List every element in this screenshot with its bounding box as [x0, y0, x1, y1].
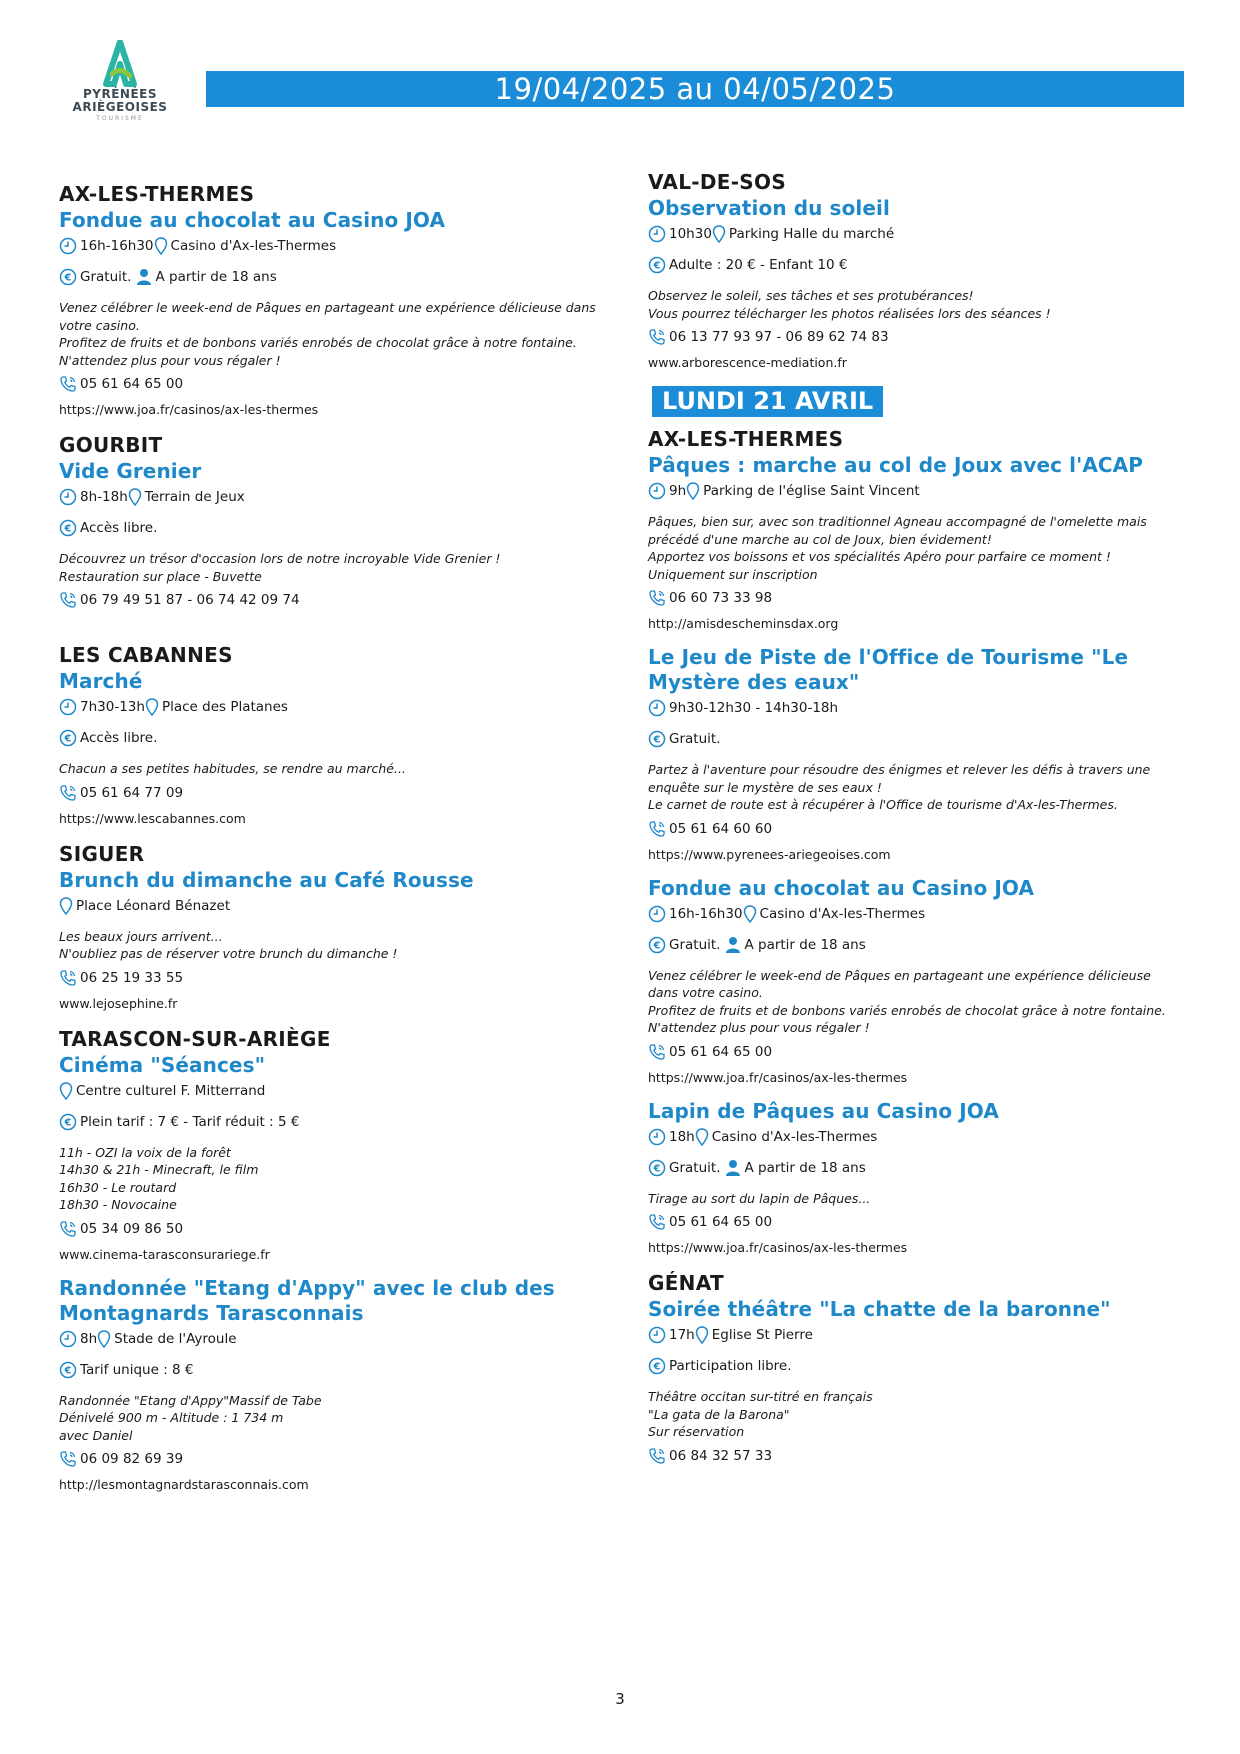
- price-line: [59, 1113, 599, 1131]
- event-time: 9h30-12h30 - 14h30-18h: [669, 700, 839, 716]
- event-lapin-paques: [648, 1099, 1184, 1258]
- clock-icon: [59, 1330, 77, 1348]
- clock-icon: [59, 488, 77, 506]
- time-place-line: [648, 1326, 1184, 1344]
- euro-icon: [648, 1159, 666, 1177]
- phone-icon: [59, 1220, 77, 1238]
- event-description: [59, 760, 599, 778]
- town-heading: AX-LES-THERMES: [59, 182, 255, 206]
- desc-line: Profitez de fruits et de bonbons variés enrobés de chocolat grâce à notre fontaine.: [648, 1002, 1166, 1018]
- desc-line: Les beaux jours arrivent...: [59, 928, 223, 944]
- desc-line: Randonnée "Etang d'Appy"Massif de Tabe: [59, 1392, 322, 1408]
- desc-line: Vous pourrez télécharger les photos réalisées lors des séances !: [648, 305, 1051, 321]
- time-place-line: [59, 698, 599, 716]
- town-heading: LES CABANNES: [59, 643, 233, 667]
- phone-line: [59, 969, 599, 987]
- desc-line: Tirage au sort du lapin de Pâques...: [648, 1190, 871, 1206]
- event-time: 8h-18h: [80, 489, 128, 505]
- event-title: Observation du soleil: [648, 196, 890, 220]
- event-description: [59, 1392, 599, 1445]
- desc-line: Pâques, bien sur, avec son traditionnel Agneau accompagné de l'omelette mais précédé d'une marche au col de Joux, bien évidement!: [648, 514, 1147, 547]
- event-price: Accès libre.: [80, 730, 158, 746]
- price-line: [648, 256, 1184, 274]
- svg-text:€: €: [653, 260, 661, 272]
- event-age: A partir de 18 ans: [744, 1159, 866, 1176]
- event-url[interactable]: http://lesmontagnardstarasconnais.com: [59, 1477, 309, 1492]
- event-vide-grenier: [59, 431, 599, 641]
- event-title: Soirée théâtre "La chatte de la baronne": [648, 1297, 1111, 1321]
- location-pin-icon: [97, 1330, 111, 1348]
- price-line: [648, 1159, 1184, 1177]
- event-age: A partir de 18 ans: [155, 269, 277, 285]
- svg-text:€: €: [653, 940, 661, 951]
- event-place: Stade de l'Ayroule: [114, 1330, 237, 1347]
- clock-icon: [59, 237, 77, 255]
- event-time: 18h: [669, 1128, 695, 1145]
- phone-line: [648, 1043, 1184, 1061]
- price-line: [648, 1357, 1184, 1375]
- event-paques-marche: [648, 453, 1184, 633]
- event-price: Tarif unique : 8 €: [80, 1361, 194, 1378]
- phone-icon: [59, 1450, 77, 1468]
- desc-line: Chacun a ses petites habitudes, se rendre au marché...: [59, 761, 406, 776]
- svg-text:€: €: [64, 523, 72, 535]
- location-pin-icon: [59, 1082, 73, 1100]
- time-place-line: [59, 488, 599, 506]
- location-pin-icon: [154, 237, 168, 255]
- event-phone: 06 25 19 33 55: [80, 969, 184, 986]
- event-title: Marché: [59, 669, 143, 693]
- price-line: [648, 730, 1184, 748]
- clock-icon: [648, 1326, 666, 1344]
- euro-icon: [648, 256, 666, 274]
- event-url[interactable]: www.lejosephine.fr: [59, 995, 178, 1011]
- event-title: Cinéma "Séances": [59, 1052, 266, 1077]
- desc-line: 16h30 - Le routard: [59, 1179, 177, 1195]
- location-pin-icon: [712, 225, 726, 243]
- event-place: Casino d'Ax-les-Thermes: [711, 1128, 878, 1145]
- euro-icon: [648, 1357, 666, 1375]
- euro-icon: [648, 730, 666, 748]
- town-heading: VAL-DE-SOS: [648, 170, 787, 194]
- desc-line: Découvrez un trésor d'occasion lors de notre incroyable Vide Grenier !: [59, 551, 501, 566]
- event-title: Fondue au chocolat au Casino JOA: [648, 875, 1035, 900]
- phone-line: [648, 1447, 1184, 1465]
- phone-icon: [59, 969, 77, 987]
- event-title: Lapin de Pâques au Casino JOA: [648, 1098, 999, 1123]
- event-price: Gratuit.: [669, 936, 721, 953]
- desc-line: Apportez vos boissons et vos spécialités Apéro pour parfaire ce moment !: [648, 549, 1111, 564]
- clock-icon: [648, 225, 666, 243]
- place-line: [59, 897, 599, 915]
- event-jeu-de-piste: [648, 645, 1184, 864]
- event-time: 17h: [669, 1327, 695, 1343]
- event-phone: 06 13 77 93 97 - 06 89 62 74 83: [669, 329, 889, 345]
- logo-line3: TOURISME: [96, 115, 144, 122]
- event-phone: 06 09 82 69 39: [80, 1451, 184, 1467]
- event-description: [648, 1388, 1184, 1441]
- event-phone: 05 34 09 86 50: [80, 1220, 184, 1237]
- event-phone: 05 61 64 77 09: [80, 784, 184, 801]
- person-icon: [136, 268, 152, 286]
- event-description: [648, 761, 1184, 814]
- event-phone: 05 61 64 60 60: [669, 820, 773, 837]
- desc-line: "La gata de la Barona": [648, 1406, 790, 1422]
- location-pin-icon: [59, 897, 73, 915]
- desc-line: avec Daniel: [59, 1427, 133, 1443]
- date-range-banner: 19/04/2025 au 04/05/2025: [206, 71, 1184, 107]
- phone-icon: [648, 1447, 666, 1465]
- euro-icon: [59, 268, 77, 286]
- event-url[interactable]: https://www.joa.fr/casinos/ax-les-thermes: [648, 1240, 908, 1255]
- desc-line: Venez célébrer le week-end de Pâques en partageant une expérience délicieuse dans votre casino.: [648, 967, 1151, 1000]
- price-line: [59, 519, 599, 537]
- left-column: [59, 180, 599, 1506]
- event-age: A partir de 18 ans: [744, 936, 866, 953]
- svg-text:€: €: [64, 733, 72, 745]
- event-phone: 06 84 32 57 33: [669, 1447, 773, 1464]
- desc-line: 18h30 - Novocaine: [59, 1197, 177, 1212]
- location-pin-icon: [695, 1326, 709, 1344]
- person-icon: [725, 1159, 741, 1177]
- logo-line2: ARIÈGEOISES: [72, 100, 168, 114]
- clock-icon: [648, 905, 666, 923]
- event-description: [648, 967, 1184, 1037]
- event-url[interactable]: www.cinema-tarasconsurariege.fr: [59, 1246, 270, 1262]
- event-price: Gratuit.: [669, 731, 721, 747]
- svg-text:€: €: [64, 272, 72, 284]
- clock-icon: [648, 1128, 666, 1146]
- town-heading: TARASCON-SUR-ARIÈGE: [59, 1026, 331, 1051]
- desc-line: Le carnet de route est à récupérer à l'Office de tourisme d'Ax-les-Thermes.: [648, 797, 1118, 812]
- desc-line: Partez à l'aventure pour résoudre des énigmes et relever les défis à travers une enquête sur le mystère de ses eaux !: [648, 762, 1151, 795]
- event-brunch: [59, 840, 599, 1013]
- clock-icon: [648, 482, 666, 500]
- event-description: [59, 928, 599, 963]
- event-time: 10h30: [669, 226, 712, 242]
- event-price: Adulte : 20 € - Enfant 10 €: [669, 257, 848, 273]
- event-title: Le Jeu de Piste de l'Office de Tourisme "Le Mystère des eaux": [648, 645, 1129, 694]
- town-heading: AX-LES-THERMES: [648, 427, 844, 451]
- desc-line: 14h30 & 21h - Minecraft, le film: [59, 1162, 259, 1177]
- time-place-line: [648, 905, 1184, 923]
- event-fondue-ax-lundi: [648, 876, 1184, 1087]
- time-line: [648, 699, 1184, 717]
- event-place: Place Léonard Bénazet: [76, 897, 231, 914]
- desc-line: Dénivelé 900 m - Altitude : 1 734 m: [59, 1410, 284, 1425]
- euro-icon: [59, 1113, 77, 1131]
- svg-text:€: €: [64, 1117, 72, 1128]
- phone-line: [648, 328, 1184, 346]
- phone-line: [648, 1213, 1184, 1231]
- event-time: 7h30-13h: [80, 699, 145, 715]
- clock-icon: [59, 698, 77, 716]
- location-pin-icon: [686, 482, 700, 500]
- desc-line: N'oubliez pas de réserver votre brunch du dimanche !: [59, 946, 398, 961]
- clock-icon: [648, 699, 666, 717]
- euro-icon: [59, 729, 77, 747]
- svg-text:€: €: [64, 1365, 72, 1376]
- event-title: Pâques : marche au col de Joux avec l'ACAP: [648, 453, 1144, 477]
- desc-line: Uniquement sur inscription: [648, 566, 818, 582]
- euro-icon: [648, 936, 666, 954]
- phone-icon: [59, 591, 77, 609]
- phone-line: [59, 375, 599, 393]
- event-price: Gratuit.: [80, 269, 132, 285]
- desc-line: N'attendez plus pour vous régaler !: [648, 1020, 870, 1035]
- event-time: 16h-16h30: [669, 905, 743, 922]
- location-pin-icon: [695, 1128, 709, 1146]
- event-description: [59, 1144, 599, 1214]
- event-title: Randonnée "Etang d'Appy" avec le club des Montagnards Tarasconnais: [59, 1275, 555, 1325]
- event-phone: 05 61 64 65 00: [80, 376, 184, 392]
- event-time: 9h: [669, 483, 687, 499]
- event-place: Casino d'Ax-les-Thermes: [170, 238, 337, 254]
- phone-line: [59, 591, 599, 609]
- event-price: Participation libre.: [669, 1358, 792, 1374]
- town-heading: SIGUER: [59, 841, 145, 866]
- event-description: [648, 1190, 1184, 1208]
- desc-line: Venez célébrer le week-end de Pâques en partageant une expérience délicieuse dans votre casino.: [59, 300, 596, 333]
- phone-icon: [59, 375, 77, 393]
- event-description: [648, 513, 1184, 583]
- event-url[interactable]: http://amisdescheminsdax.org: [648, 616, 839, 631]
- phone-line: [59, 1220, 599, 1238]
- location-pin-icon: [743, 905, 757, 923]
- event-place: Place des Platanes: [161, 699, 288, 715]
- logo-mark-icon: [100, 40, 140, 88]
- page-number: 3: [615, 1690, 625, 1708]
- time-place-line: [648, 482, 1184, 500]
- phone-line: [648, 820, 1184, 838]
- event-title: Fondue au chocolat au Casino JOA: [59, 208, 446, 232]
- desc-line: Profitez de fruits et de bonbons variés enrobés de chocolat grâce à notre fontaine.: [59, 335, 577, 350]
- desc-line: Théâtre occitan sur-titré en français: [648, 1389, 873, 1404]
- phone-icon: [59, 784, 77, 802]
- event-title: Brunch du dimanche au Café Rousse: [59, 867, 474, 892]
- location-pin-icon: [128, 488, 142, 506]
- phone-line: [648, 589, 1184, 607]
- event-time: 8h: [80, 1330, 98, 1347]
- phone-icon: [648, 1043, 666, 1061]
- time-place-line: [59, 237, 599, 255]
- desc-line: Restauration sur place - Buvette: [59, 568, 262, 584]
- phone-icon: [648, 820, 666, 838]
- place-line: [59, 1082, 599, 1100]
- day-banner: LUNDI 21 AVRIL: [652, 386, 883, 417]
- event-description: [59, 550, 599, 585]
- event-place: Centre culturel F. Mitterrand: [76, 1082, 266, 1099]
- logo-line1: PYRÉNÉES: [82, 87, 157, 101]
- event-place: Parking Halle du marché: [728, 226, 895, 242]
- event-time: 16h-16h30: [80, 238, 154, 254]
- desc-line: Sur réservation: [648, 1424, 745, 1439]
- event-url[interactable]: www.arborescence-mediation.fr: [648, 355, 847, 370]
- event-url[interactable]: https://www.joa.fr/casinos/ax-les-thermes: [59, 402, 319, 417]
- price-line: [59, 729, 599, 747]
- price-line: [59, 268, 599, 286]
- person-icon: [725, 936, 741, 954]
- location-pin-icon: [145, 698, 159, 716]
- price-line: [59, 1361, 599, 1379]
- svg-text:€: €: [653, 1361, 661, 1373]
- event-phone: 06 60 73 33 98: [669, 590, 773, 606]
- svg-text:€: €: [653, 1163, 661, 1174]
- event-title: Vide Grenier: [59, 459, 202, 483]
- time-place-line: [648, 1128, 1184, 1146]
- event-randonnee: [59, 1276, 599, 1495]
- event-url[interactable]: https://www.lescabannes.com: [59, 810, 246, 826]
- phone-icon: [648, 1213, 666, 1231]
- desc-line: N'attendez plus pour vous régaler !: [59, 352, 281, 368]
- time-place-line: [648, 225, 1184, 243]
- event-description: [648, 287, 1184, 322]
- phone-line: [59, 784, 599, 802]
- event-theatre: [648, 1269, 1184, 1465]
- town-heading: GOURBIT: [59, 433, 163, 457]
- euro-icon: [59, 1361, 77, 1379]
- event-phone: 05 61 64 65 00: [669, 1043, 773, 1060]
- event-fondue-ax: [59, 180, 599, 419]
- event-place: Eglise St Pierre: [711, 1327, 813, 1343]
- right-column: [648, 168, 1184, 1473]
- event-phone: 05 61 64 65 00: [669, 1214, 773, 1230]
- event-place: Parking de l'église Saint Vincent: [703, 483, 920, 499]
- event-price: Accès libre.: [80, 520, 158, 536]
- event-url[interactable]: https://www.pyrenees-ariegeoises.com: [648, 846, 891, 862]
- time-place-line: [59, 1330, 599, 1348]
- event-observation-soleil: [648, 168, 1184, 372]
- svg-text:€: €: [653, 734, 661, 746]
- desc-line: Observez le soleil, ses tâches et ses protubérances!: [648, 288, 974, 303]
- desc-line: 11h - OZI la voix de la forêt: [59, 1144, 231, 1160]
- town-heading: GÉNAT: [648, 1271, 724, 1295]
- phone-line: [59, 1450, 599, 1468]
- phone-icon: [648, 589, 666, 607]
- event-url[interactable]: https://www.joa.fr/casinos/ax-les-thermes: [648, 1069, 908, 1085]
- euro-icon: [59, 519, 77, 537]
- event-place: Casino d'Ax-les-Thermes: [759, 905, 926, 922]
- logo: [70, 40, 170, 122]
- event-price: Plein tarif : 7 € - Tarif réduit : 5 €: [80, 1113, 300, 1130]
- price-line: [648, 936, 1184, 954]
- event-description: [59, 299, 599, 369]
- event-place: Terrain de Jeux: [144, 489, 245, 505]
- event-price: Gratuit.: [669, 1159, 721, 1176]
- event-cinema: [59, 1025, 599, 1264]
- event-marche: [59, 641, 599, 828]
- event-phone: 06 79 49 51 87 - 06 74 42 09 74: [80, 592, 300, 608]
- phone-icon: [648, 328, 666, 346]
